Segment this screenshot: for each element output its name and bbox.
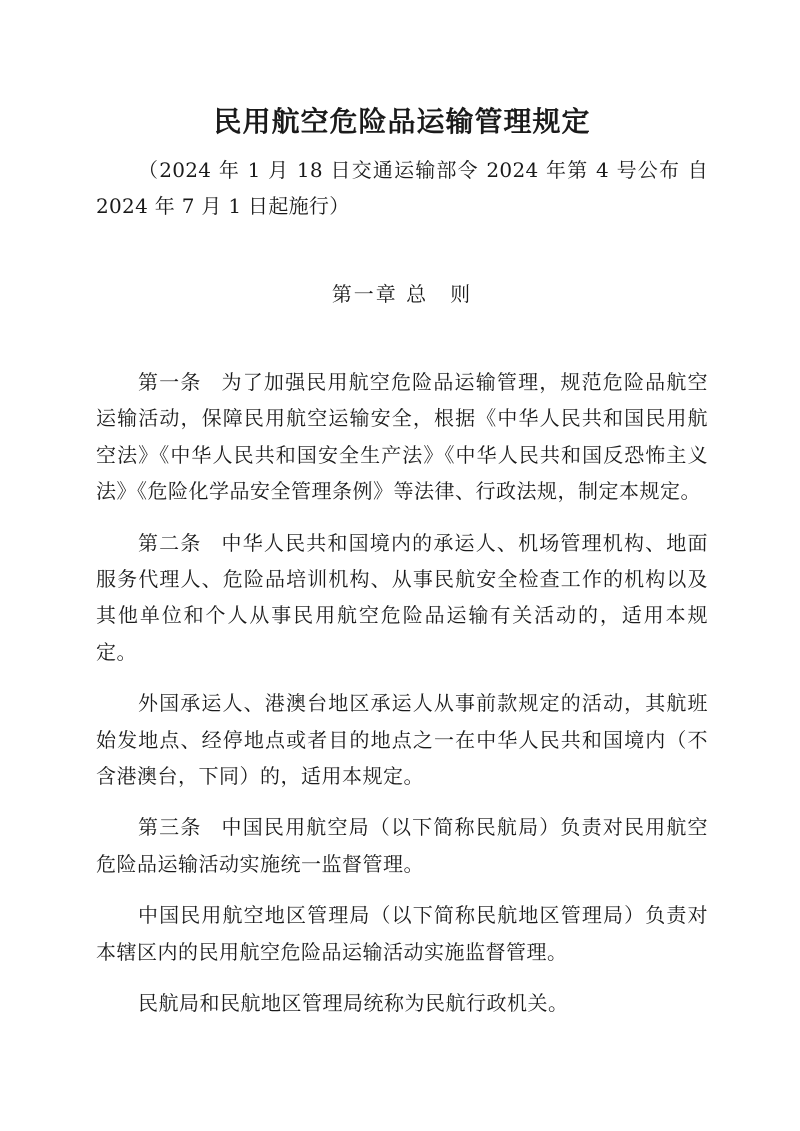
document-title: 民用航空危险品运输管理规定 xyxy=(213,105,591,138)
article-paragraph xyxy=(96,364,708,510)
paragraph-text: 为了加强民用航空危险品运输管理，规范危险品航空运输活动，保障民用航空运输安全，根据《中华人民共和国民用航空法》《中华人民共和国安全生产法》《中华人民共和国反恐怖主义法》《危险化学品安全管理条例》等法律、行政法规，制定本规定。 xyxy=(96,370,709,504)
paragraph-text: 中国民用航空地区管理局（以下简称民航地区管理局）负责对本辖区内的民用航空危险品运输活动实施监督管理。 xyxy=(96,903,708,964)
paragraph-text: 民航局和民航地区管理局统称为民航行政机关。 xyxy=(138,991,569,1016)
article-paragraph xyxy=(96,985,708,1021)
article-paragraph xyxy=(96,809,708,882)
article-paragraph xyxy=(96,897,708,970)
chapter-heading: 第一章 总 则 xyxy=(331,282,473,306)
article-paragraph xyxy=(96,685,708,794)
document-body xyxy=(96,364,708,1037)
article-number: 第二条 xyxy=(138,530,202,555)
document-subtitle: （2024 年 1 月 18 日交通运输部令 2024 年第 4 号公布 自 2024 年 7 月 1 日起施行） xyxy=(96,158,708,218)
paragraph-text: 中华人民共和国境内的承运人、机场管理机构、地面服务代理人、危险品培训机构、从事民航安全检查工作的机构以及其他单位和个人从事民用航空危险品运输有关活动的，适用本规定。 xyxy=(96,530,709,664)
article-paragraph xyxy=(96,525,708,671)
article-number: 第一条 xyxy=(138,370,202,394)
paragraph-text: 中国民用航空局（以下简称民航局）负责对民用航空危险品运输活动实施统一监督管理。 xyxy=(96,815,709,876)
paragraph-text: 外国承运人、港澳台地区承运人从事前款规定的活动，其航班始发地点、经停地点或者目的地点之一在中华人民共和国境内（不含港澳台，下同）的，适用本规定。 xyxy=(96,691,708,789)
document-page xyxy=(96,0,708,1131)
article-number: 第三条 xyxy=(138,815,202,840)
